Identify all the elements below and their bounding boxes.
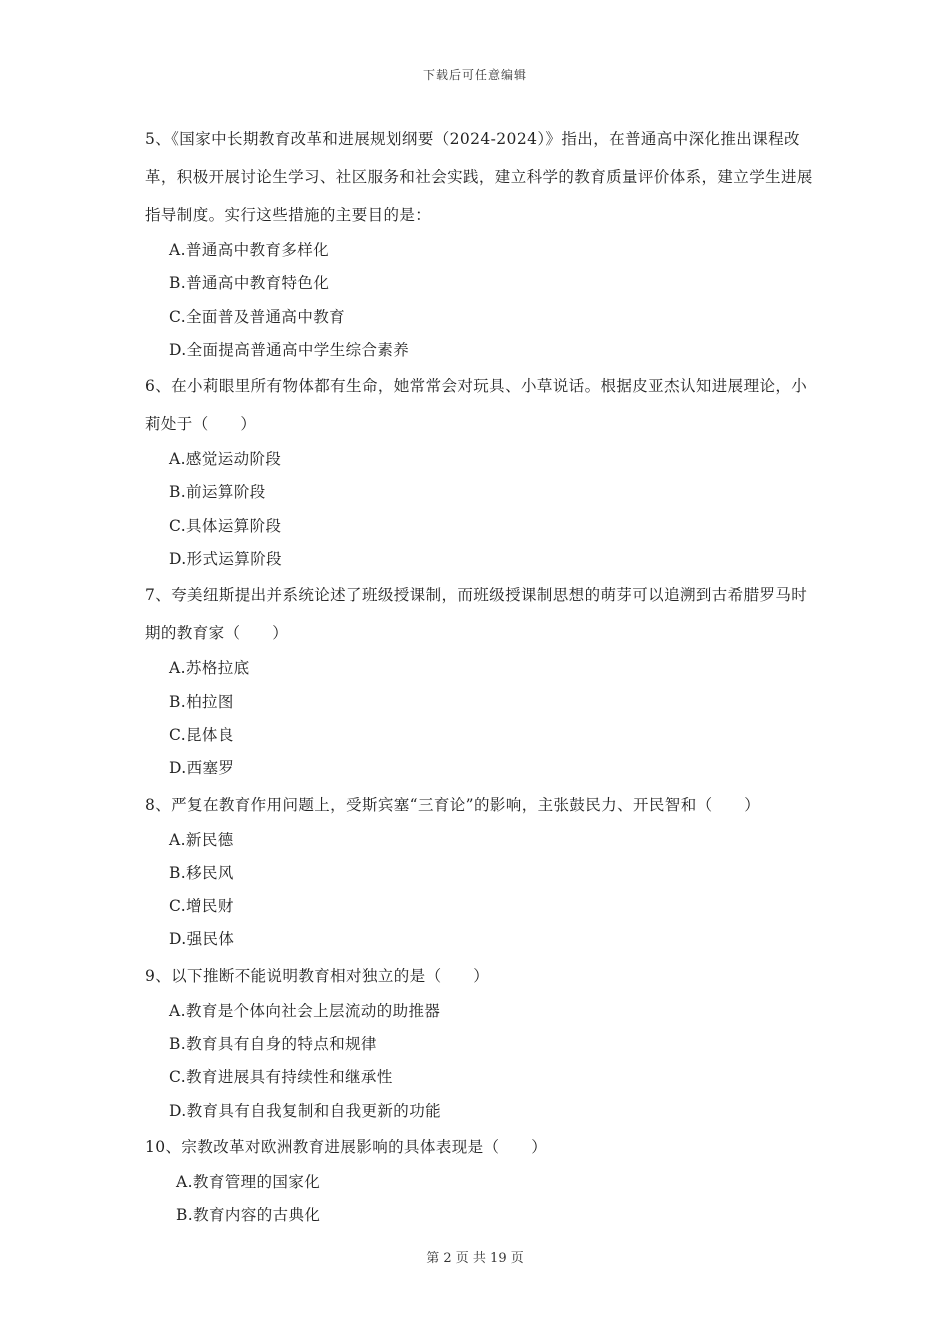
option-list [145,234,815,367]
question-stem: 10、宗教改革对欧洲教育进展影响的具体表现是（ ） [145,1137,548,1156]
question-5 [145,120,815,367]
option-list [145,995,815,1128]
option-list [145,824,815,957]
option-b: B.柏拉图 [169,692,234,711]
option-d: D.全面提高普通高中学生综合素养 [169,340,410,359]
question-stem: 7、夸美纽斯提出并系统论述了班级授课制，而班级授课制思想的萌芽可以追溯到古希腊罗马时期的教育家（ ） [145,586,808,643]
option-a: A.普通高中教育多样化 [169,241,330,259]
question-10 [145,1128,815,1233]
option-d: D.形式运算阶段 [169,550,283,569]
option-a: A.新民德 [169,830,234,849]
question-7 [145,576,815,785]
option-d: D.强民体 [169,930,235,949]
option-list [145,652,815,785]
option-a: A.感觉运动阶段 [169,450,282,469]
question-9 [145,957,815,1128]
option-b: B.前运算阶段 [169,483,266,502]
option-b: B.移民风 [169,863,234,882]
question-8 [145,786,815,957]
question-stem: 8、严复在教育作用问题上，受斯宾塞“三育论”的影响，主张鼓民力、开民智和（ ） [145,795,761,814]
option-b: B.教育具有自身的特点和规律 [169,1035,377,1054]
option-c: C.全面普及普通高中教育 [169,307,346,326]
option-b: B.普通高中教育特色化 [169,274,330,293]
question-stem: 6、在小莉眼里所有物体都有生命，她常常会对玩具、小草说话。根据皮亚杰认知进展理论，小莉处于（ ） [145,377,808,434]
option-a: A.教育是个体向社会上层流动的助推器 [169,1001,441,1020]
option-d: D.教育具有自我复制和自我更新的功能 [169,1101,442,1120]
option-d: D.西塞罗 [169,759,235,778]
option-c: C.增民财 [169,897,234,916]
question-stem: 5、《国家中长期教育改革和进展规划纲要（2024-2024）》指出，在普通高中深化推出课程改革，积极开展讨论生学习、社区服务和社会实践，建立科学的教育质量评价体系，建立学生进展指导制度。实行这些措施的主要目的是： [145,130,813,224]
option-a: A.教育管理的国家化 [176,1172,321,1191]
option-list [145,1166,815,1233]
option-a: A.苏格拉底 [169,659,250,678]
page-header: 下载后可任意编辑 [422,68,527,82]
option-list [145,443,815,576]
option-b: B.教育内容的古典化 [176,1206,321,1225]
question-6 [145,367,815,576]
question-list [145,120,815,1233]
option-c: C.昆体良 [169,725,234,744]
page-number: 第 2 页 共 19 页 [426,1251,524,1266]
option-c: C.教育进展具有持续性和继承性 [169,1068,393,1087]
option-c: C.具体运算阶段 [169,516,282,535]
question-stem: 9、以下推断不能说明教育相对独立的是（ ） [145,966,490,985]
